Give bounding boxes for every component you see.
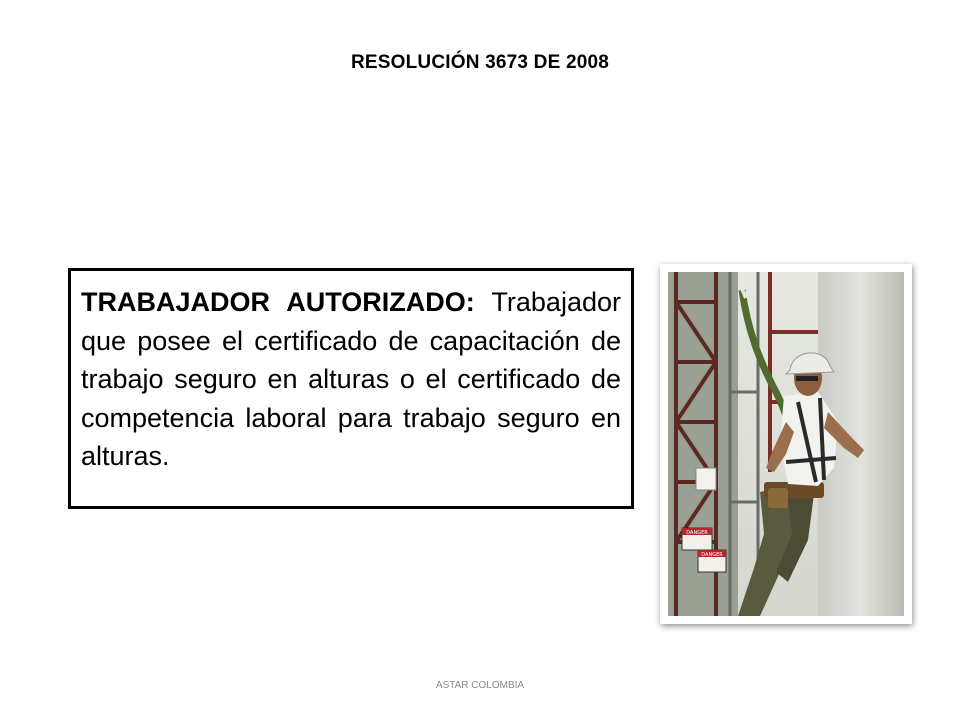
sign-bottom-text: DANGER	[701, 552, 723, 558]
slide-title: RESOLUCIÓN 3673 DE 2008	[350, 52, 610, 73]
definition-box	[68, 268, 634, 509]
worker-photo-frame	[660, 264, 912, 624]
definition-text	[81, 283, 621, 476]
sign-top-text: DANGER	[686, 530, 708, 536]
slide-footer: ASTAR COLOMBIA	[435, 680, 525, 691]
worker-at-height-photo	[668, 272, 904, 616]
definition-body: Trabajador que posee el certificado de capacitación de trabajo seguro en alturas o el certificado de competencia laboral para trabajo seguro en alturas.	[81, 287, 621, 471]
definition-term: TRABAJADOR AUTORIZADO:	[81, 287, 475, 317]
